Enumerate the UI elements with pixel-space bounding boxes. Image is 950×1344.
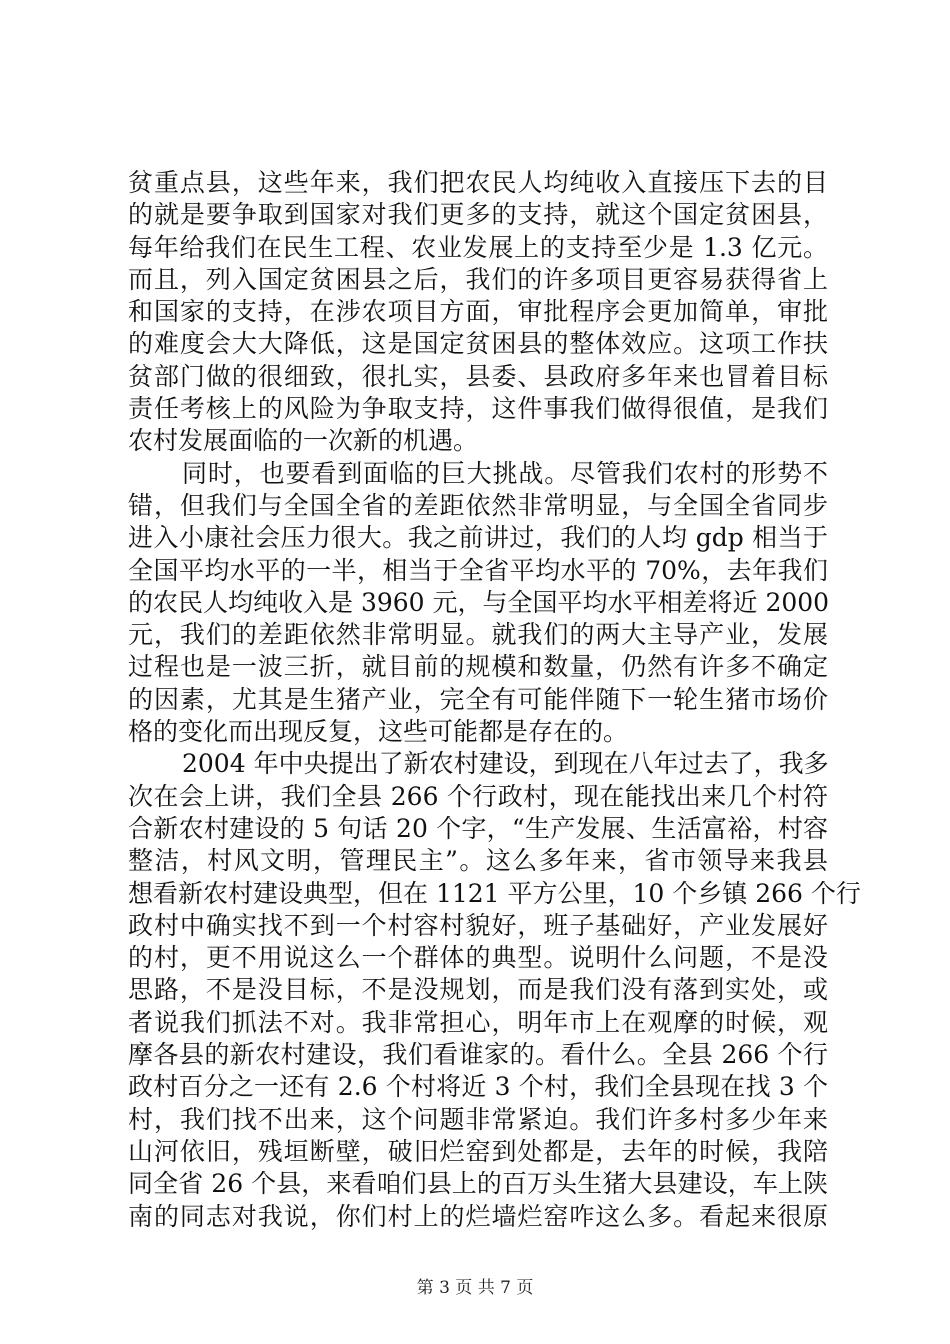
- text-line: 错，但我们与全国全省的差距依然非常明显，与全国全省同步: [128, 490, 828, 520]
- text-line: 的农民人均纯收入是 3960 元，与全国平均水平相差将近 2000: [128, 587, 830, 617]
- text-line: 者说我们抓法不对。我非常担心，明年市上在观摩的时候，观: [128, 1007, 828, 1037]
- text-line: 全国平均水平的一半，相当于全省平均水平的 70%，去年我们: [128, 555, 828, 585]
- text-line: 贫重点县，这些年来，我们把农民人均纯收入直接压下去的目: [128, 168, 828, 197]
- text-line: 村，我们找不出来，这个问题非常紧迫。我们许多村多少年来: [128, 1104, 828, 1134]
- text-line: 的村，更不用说这么一个群体的典型。说明什么问题，不是没: [128, 943, 828, 973]
- body-text: [128, 167, 861, 1233]
- text-line: 进入小康社会压力很大。我之前讲过，我们的人均 gdp 相当于: [128, 523, 828, 553]
- text-line: 政村百分之一还有 2.6 个村将近 3 个村，我们全县现在找 3 个: [128, 1072, 828, 1102]
- text-line: 南的同志对我说，你们村上的烂墙烂窑咋这么多。看起来很原: [128, 1201, 828, 1231]
- text-line: 思路，不是没目标，不是没规划，而是我们没有落到实处，或: [128, 975, 828, 1005]
- page-number: 第 3 页 共 7 页: [416, 1278, 534, 1298]
- text-line: 过程也是一波三折，就目前的规模和数量，仍然有许多不确定: [128, 652, 828, 682]
- text-line: 的因素，尤其是生猪产业，完全有可能伴随下一轮生猪市场价: [128, 684, 828, 714]
- text-line: 贫部门做的很细致，很扎实，县委、县政府多年来也冒着目标: [128, 361, 828, 391]
- text-line: 格的变化而出现反复，这些可能都是存在的。: [128, 717, 629, 747]
- text-line: 整洁，村风文明，管理民主”。这么多年来，省市领导来我县: [128, 846, 828, 876]
- text-line: 摩各县的新农村建设，我们看谁家的。看什么。全县 266 个行: [128, 1040, 828, 1070]
- text-line: 2004 年中央提出了新农村建设，到现在八年过去了，我多: [182, 749, 829, 779]
- text-line: 山河依旧，残垣断壁，破旧烂窑到处都是，去年的时候，我陪: [128, 1136, 828, 1166]
- text-line: 想看新农村建设典型，但在 1121 平方公里，10 个乡镇 266 个行: [128, 878, 861, 908]
- text-line: 而且，列入国定贫困县之后，我们的许多项目更容易获得省上: [128, 264, 828, 294]
- text-line: 责任考核上的风险为争取支持，这件事我们做得很值，是我们: [128, 394, 828, 424]
- text-line: 元，我们的差距依然非常明显。就我们的两大主导产业，发展: [128, 620, 828, 650]
- text-line: 的难度会大大降低，这是国定贫困县的整体效应。这项工作扶: [128, 329, 828, 359]
- text-line: 合新农村建设的 5 句话 20 个字，“生产发展、生活富裕，村容: [128, 813, 828, 843]
- text-line: 同全省 26 个县，来看咱们县上的百万头生猪大县建设，车上陕: [128, 1169, 828, 1199]
- text-line: 同时，也要看到面临的巨大挑战。尽管我们农村的形势不: [182, 458, 828, 488]
- text-line: 政村中确实找不到一个村容村貌好，班子基础好，产业发展好: [128, 910, 828, 940]
- text-line: 每年给我们在民生工程、农业发展上的支持至少是 1.3 亿元。: [128, 232, 828, 262]
- text-line: 农村发展面临的一次新的机遇。: [128, 426, 479, 456]
- text-line: 和国家的支持，在涉农项目方面，审批程序会更加简单，审批: [128, 297, 828, 327]
- text-line: 次在会上讲，我们全县 266 个行政村，现在能找出来几个村符: [128, 781, 828, 811]
- text-line: 的就是要争取到国家对我们更多的支持，就这个国定贫困县，: [128, 200, 828, 230]
